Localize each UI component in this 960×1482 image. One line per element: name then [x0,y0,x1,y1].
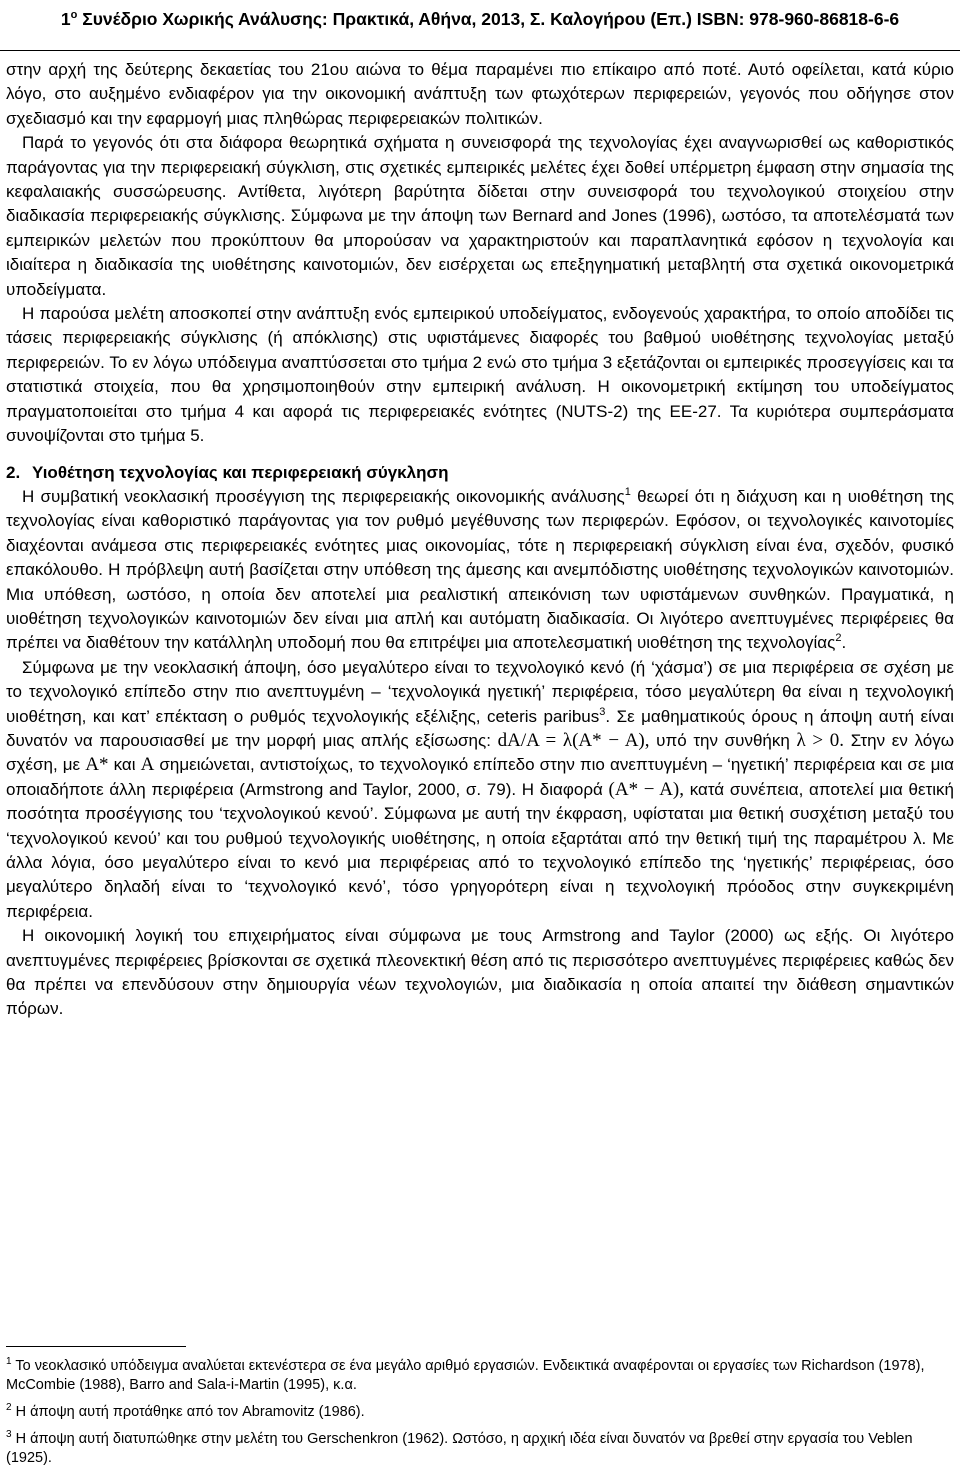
footnotes [6,1346,954,1476]
footnote-1 [6,1357,954,1395]
equation-gap: (A* − A), [608,778,684,800]
footnote-ref-1[interactable]: 1 [624,485,631,498]
p5-text-f: σημειώνεται, αντιστοίχως, το τεχνολογικό επίπεδο στην πιο ανεπτυγμένη – ‘ηγετική’ περιφέρεια και σε μια οποιαδήποτε άλλη περιφέρεια (Armstrong and Taylor, 2000, σ. 79). Η διαφορά [6,755,955,799]
section-gap [6,449,954,461]
p5-text-g: κατά συνέπεια, αποτελεί μια θετική ποσότητα προσέγγισης του ‘τεχνολογικού κενού’. Σύμφωνα με αυτή την έκφραση, υφίσταται μια θετική συσχέτιση μεταξύ του ‘τεχνολογικού κενού’ και του ρυθμού τεχνολογικής υιοθέτησης, η οποία εξαρτάται από την θετική τιμή της παραμέτρου λ. Με άλλα λόγια, όσο μεγαλύτερο είναι το κενό μια περιφέρειας από το τεχνολογικό επίπεδο της ‘ηγετικής’ περιφέρειας, όσο μεγαλύτερο δηλαδή είναι το ‘τεχνολογικό κενό’, τόσο γρηγορότερη είναι η τεχνολογική πρόοδος στην συγκεκριμένη περιφέρεια. [6,779,954,921]
symbol-region-level: A [140,754,155,776]
section-title: Υιοθέτηση τεχνολογίας και περιφερειακή σύγκληση [32,462,449,482]
running-header [0,0,960,51]
footnote-ref-3[interactable]: 3 [599,705,606,718]
paragraph-technology-gap [6,656,954,924]
section-number: 2. [6,462,21,482]
p5-text-b: . Σε μαθηματικούς όρους η άποψη αυτή είναι δυνατόν να παρουσιασθεί με την μορφή μιας απλής εξίσωσης: [6,706,954,750]
footnote-2 [6,1403,954,1422]
footnote-3 [6,1430,954,1468]
paragraph-intro-end: στην αρχή της δεύτερης δεκαετίας του 21ου αιώνα το θέμα παραμένει πιο επίκαιρο από ποτέ. Αυτό οφείλεται, κατά κύριο λόγο, στο αυξημένο ενδιαφέρον για την οικονομική ανάπτυξη των φτωχότερων περιφερειών, γεγονός που οδήγησε στον σχεδιασμό και την εφαρμογή μιας πληθώρας περιφερειακών πολιτικών. [6,60,954,128]
p5-text-e: και [108,755,141,775]
header-text: Συνέδριο Χωρικής Ανάλυσης: Πρακτικά, Αθήνα, 2013, Σ. Καλογήρου (Επ.) ISBN: 978-960-86818-6-6 [77,9,900,29]
paragraph-economic-logic: Η οικονομική λογική του επιχειρήματος είναι σύμφωνα με τους Armstrong and Taylor (2000) ως εξής. Οι λιγότερο ανεπτυγμένες περιφέρειες βρίσκονται σε σχετικά πλεονεκτική θέση από τις περισσότερο ανεπτυγμένες περιφέρειες καθώς δεν θα πρέπει να επενδύσουν στην δημιουργία νέων τεχνολογιών, μια διαδικασία η οποία απαιτεί την διάθεση σημαντικών πόρων. [6,926,954,1019]
section-heading [6,461,954,485]
equation-adoption-rate: dA/A = λ(A* − A), [497,729,650,751]
p5-text-d: Στην εν λόγω σχέση, με [6,730,954,775]
p4-text-b: θεωρεί ότι η διάχυση και η υιοθέτηση της τεχνολογίας είναι καθοριστικό παράγοντας για τον ρυθμό μεγέθυνσης των περιφερών. Εφόσον, οι τεχνολογικές καινοτομίες διαχέονται ανάμεσα στις περιφερειακές ενότητες μιας οικονομίας, τότε η περιφερειακή σύγκλιση είναι ένα, σχεδόν, φυσικό επακόλουθο. Η πρόβλεψη αυτή βασίζεται στην υπόθεση της άμεσης και ανεμπόδιστης υιοθέτησης τεχνολογικών καινοτομιών. Μια υπόθεση, ωστόσο, η οποία δεν αποτελεί μια ρεαλιστική απεικόνιση των υφιστάμενων συνθηκών. Πραγματικά, η υιοθέτηση τεχνολογικών καινοτομιών δεν είναι μια απλή και αυτόματη διαδικασία. Οι λιγότερο ανεπτυγμένες περιφέρειες θα πρέπει να διαθέτουν την κατάλληλη υποδομή που θα επιτρέψει μια αποτελεσματική υιοθέτηση της τεχνολογίας [6,486,955,653]
body-text [6,58,954,1022]
footnote-separator [6,1346,186,1347]
header-ordinal-suffix: ο [70,9,78,21]
paragraph-technology-role: Παρά το γεγονός ότι στα διάφορα θεωρητικά σχήματα η συνεισφορά της τεχνολογίας έχει αναγνωρισθεί ως καθοριστικός παράγοντας για την περιφερειακή σύγκλιση, στις σχετικές εμπειρικές μελέτες έχει δοθεί υπέρμετρη έμφαση στην σημασία της κεφαλαιακής συσσώρευσης. Αντίθετα, λιγότερη βαρύτητα δίδεται στην συνεισφορά του τεχνολογικού στοιχείου στην διαδικασία περιφερειακής σύγκλισης. Σύμφωνα με την άποψη των Bernard and Jones (1996), ωστόσο, τα αποτελέσματά των εμπειρικών μελετών που προκύπτουν θα μπορούσαν να χαρακτηριστούν και παραπλανητικά εφόσον η τεχνολογία και ιδιαίτερα η διαδικασία της υιοθέτησης καινοτομιών, δεν εισέρχεται ως επεξηγηματική μεταβλητή στα σχετικά οικονομετρικά υποδείγματα. [6,133,954,299]
paragraph-neoclassical-approach [6,485,954,656]
symbol-leader-level: A* [85,754,109,776]
equation-condition: λ > 0. [796,729,845,751]
footnote-text-3: Η άποψη αυτή διατυπώθηκε στην μελέτη του Gerschenkron (1962). Ωστόσο, η αρχική ιδέα είναι δυνατόν να βρεθεί στην εργασία του Veblen (1925). [6,1431,913,1466]
footnote-ref-2[interactable]: 2 [835,632,842,645]
footnote-text-1: Το νεοκλασικό υπόδειγμα αναλύεται εκτενέστερα σε ένα μεγάλο αριθμό εργασιών. Ενδεικτικά αναφέρονται οι εργασίες των Richardson (1978), McCombie (1988), Barro and Sala-i-Martin (1995), κ.α. [6,1358,925,1393]
p4-text-a: Η συμβατική νεοκλασική προσέγγιση της περιφερειακής οικονομικής ανάλυσης [22,486,625,506]
paragraph-study-aim: Η παρούσα μελέτη αποσκοπεί στην ανάπτυξη ενός εμπειρικού υποδείγματος, ενδογενούς χαρακτήρα, το οποίο αποδίδει τις τάσεις περιφερειακής σύγκλισης (ή απόκλισης) στις υφιστάμενες διαφορές του βαθμού υιοθέτησης τεχνολογίας μεταξύ περιφερειών. Το εν λόγω υπόδειγμα αναπτύσσεται στο τμήμα 2 ενώ στο τμήμα 3 εξετάζονται οι εμπειρικές προσεγγίσεις και τα στατιστικά στοιχεία, που θα χρησιμοποιηθούν στην εμπειρική ανάλυση. Η οικονομετρική εκτίμηση του υποδείγματος πραγματοποιείται στο τμήμα 4 και αφορά τις περιφερειακές ενότητες (NUTS-2) της ΕΕ-27. Τα κυριότερα συμπεράσματα συνοψίζονται στο τμήμα 5. [6,304,954,446]
footnote-mark-3: 3 [6,1429,12,1440]
p5-text-a: Σύμφωνα με την νεοκλασική άποψη, όσο μεγαλύτερο είναι το τεχνολογικό κενό (ή ‘χάσμα’) σε μια περιφέρεια σε σχέση με το τεχνολογικό επίπεδο στην πιο ανεπτυγμένη – ‘τεχνολογικά ηγετική’ περιφέρεια, τόσο μεγαλύτερη θα είναι η τεχνολογική υιοθέτηση, και κατ’ επέκταση ο ρυθμός τεχνολογικής εξέλιξης, ceteris paribus [6,657,954,726]
p5-text-c: υπό την συνθήκη [649,730,797,750]
header-ordinal: 1 [60,9,71,29]
footnote-mark-1: 1 [6,1356,12,1367]
p4-text-c: . [841,633,847,653]
footnote-text-2: Η άποψη αυτή προτάθηκε από τον Abramovitz (1986). [15,1404,365,1420]
footnote-mark-2: 2 [6,1402,12,1413]
